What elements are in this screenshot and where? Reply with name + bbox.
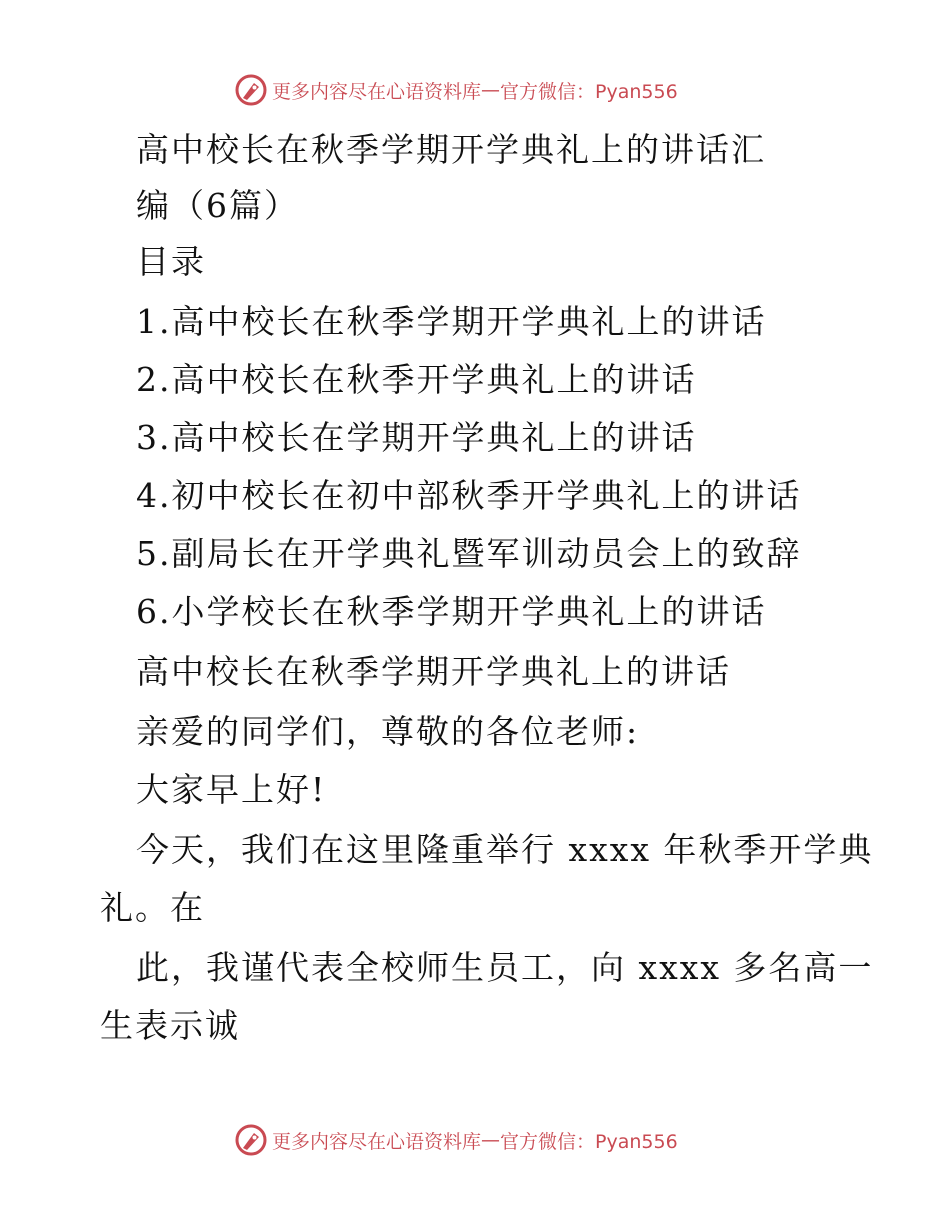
toc-item: 4.初中校长在初中部秋季开学典礼上的讲话: [136, 476, 802, 515]
watermark-wechat: 官方微信：Pyan556: [500, 1130, 678, 1153]
greeting: 大家早上好!: [136, 770, 327, 809]
toc-item: 6.小学校长在秋季学期开学典礼上的讲话: [136, 592, 767, 631]
paragraph-2-line-1: 此，我谨代表全校师生员工，向 xxxx 多名高一: [136, 948, 874, 987]
toc-heading: 目录: [136, 242, 206, 281]
pen-nib-logo-icon: [234, 73, 268, 107]
paragraph-1-line-2: 礼。在: [100, 888, 205, 927]
watermark-dash: —: [481, 79, 501, 101]
watermark-text: 更多内容尽在心语资料库: [272, 80, 482, 103]
toc-item: 5.副局长在开学典礼暨军训动员会上的致辞: [136, 534, 802, 573]
section-title: 高中校长在秋季学期开学典礼上的讲话: [136, 652, 731, 691]
watermark-wechat: 官方微信：Pyan556: [500, 80, 678, 103]
doc-title-line-2: 编（6篇）: [136, 186, 299, 225]
toc-item: 2.高中校长在秋季开学典礼上的讲话: [136, 360, 697, 399]
footer-watermark-banner: [234, 1120, 754, 1160]
watermark-dash: —: [481, 1129, 501, 1151]
toc-item: 1.高中校长在秋季学期开学典礼上的讲话: [136, 302, 767, 341]
paragraph-1-line-1: 今天，我们在这里隆重举行 xxxx 年秋季开学典: [136, 830, 874, 869]
pen-nib-logo-icon: [234, 1123, 268, 1157]
doc-title-line-1: 高中校长在秋季学期开学典礼上的讲话汇: [136, 130, 766, 169]
paragraph-2-line-2: 生表示诚: [100, 1006, 240, 1045]
watermark-text: 更多内容尽在心语资料库: [272, 1130, 482, 1153]
salutation: 亲爱的同学们，尊敬的各位老师:: [136, 712, 640, 751]
header-watermark-banner: [234, 70, 754, 110]
toc-item: 3.高中校长在学期开学典礼上的讲话: [136, 418, 697, 457]
